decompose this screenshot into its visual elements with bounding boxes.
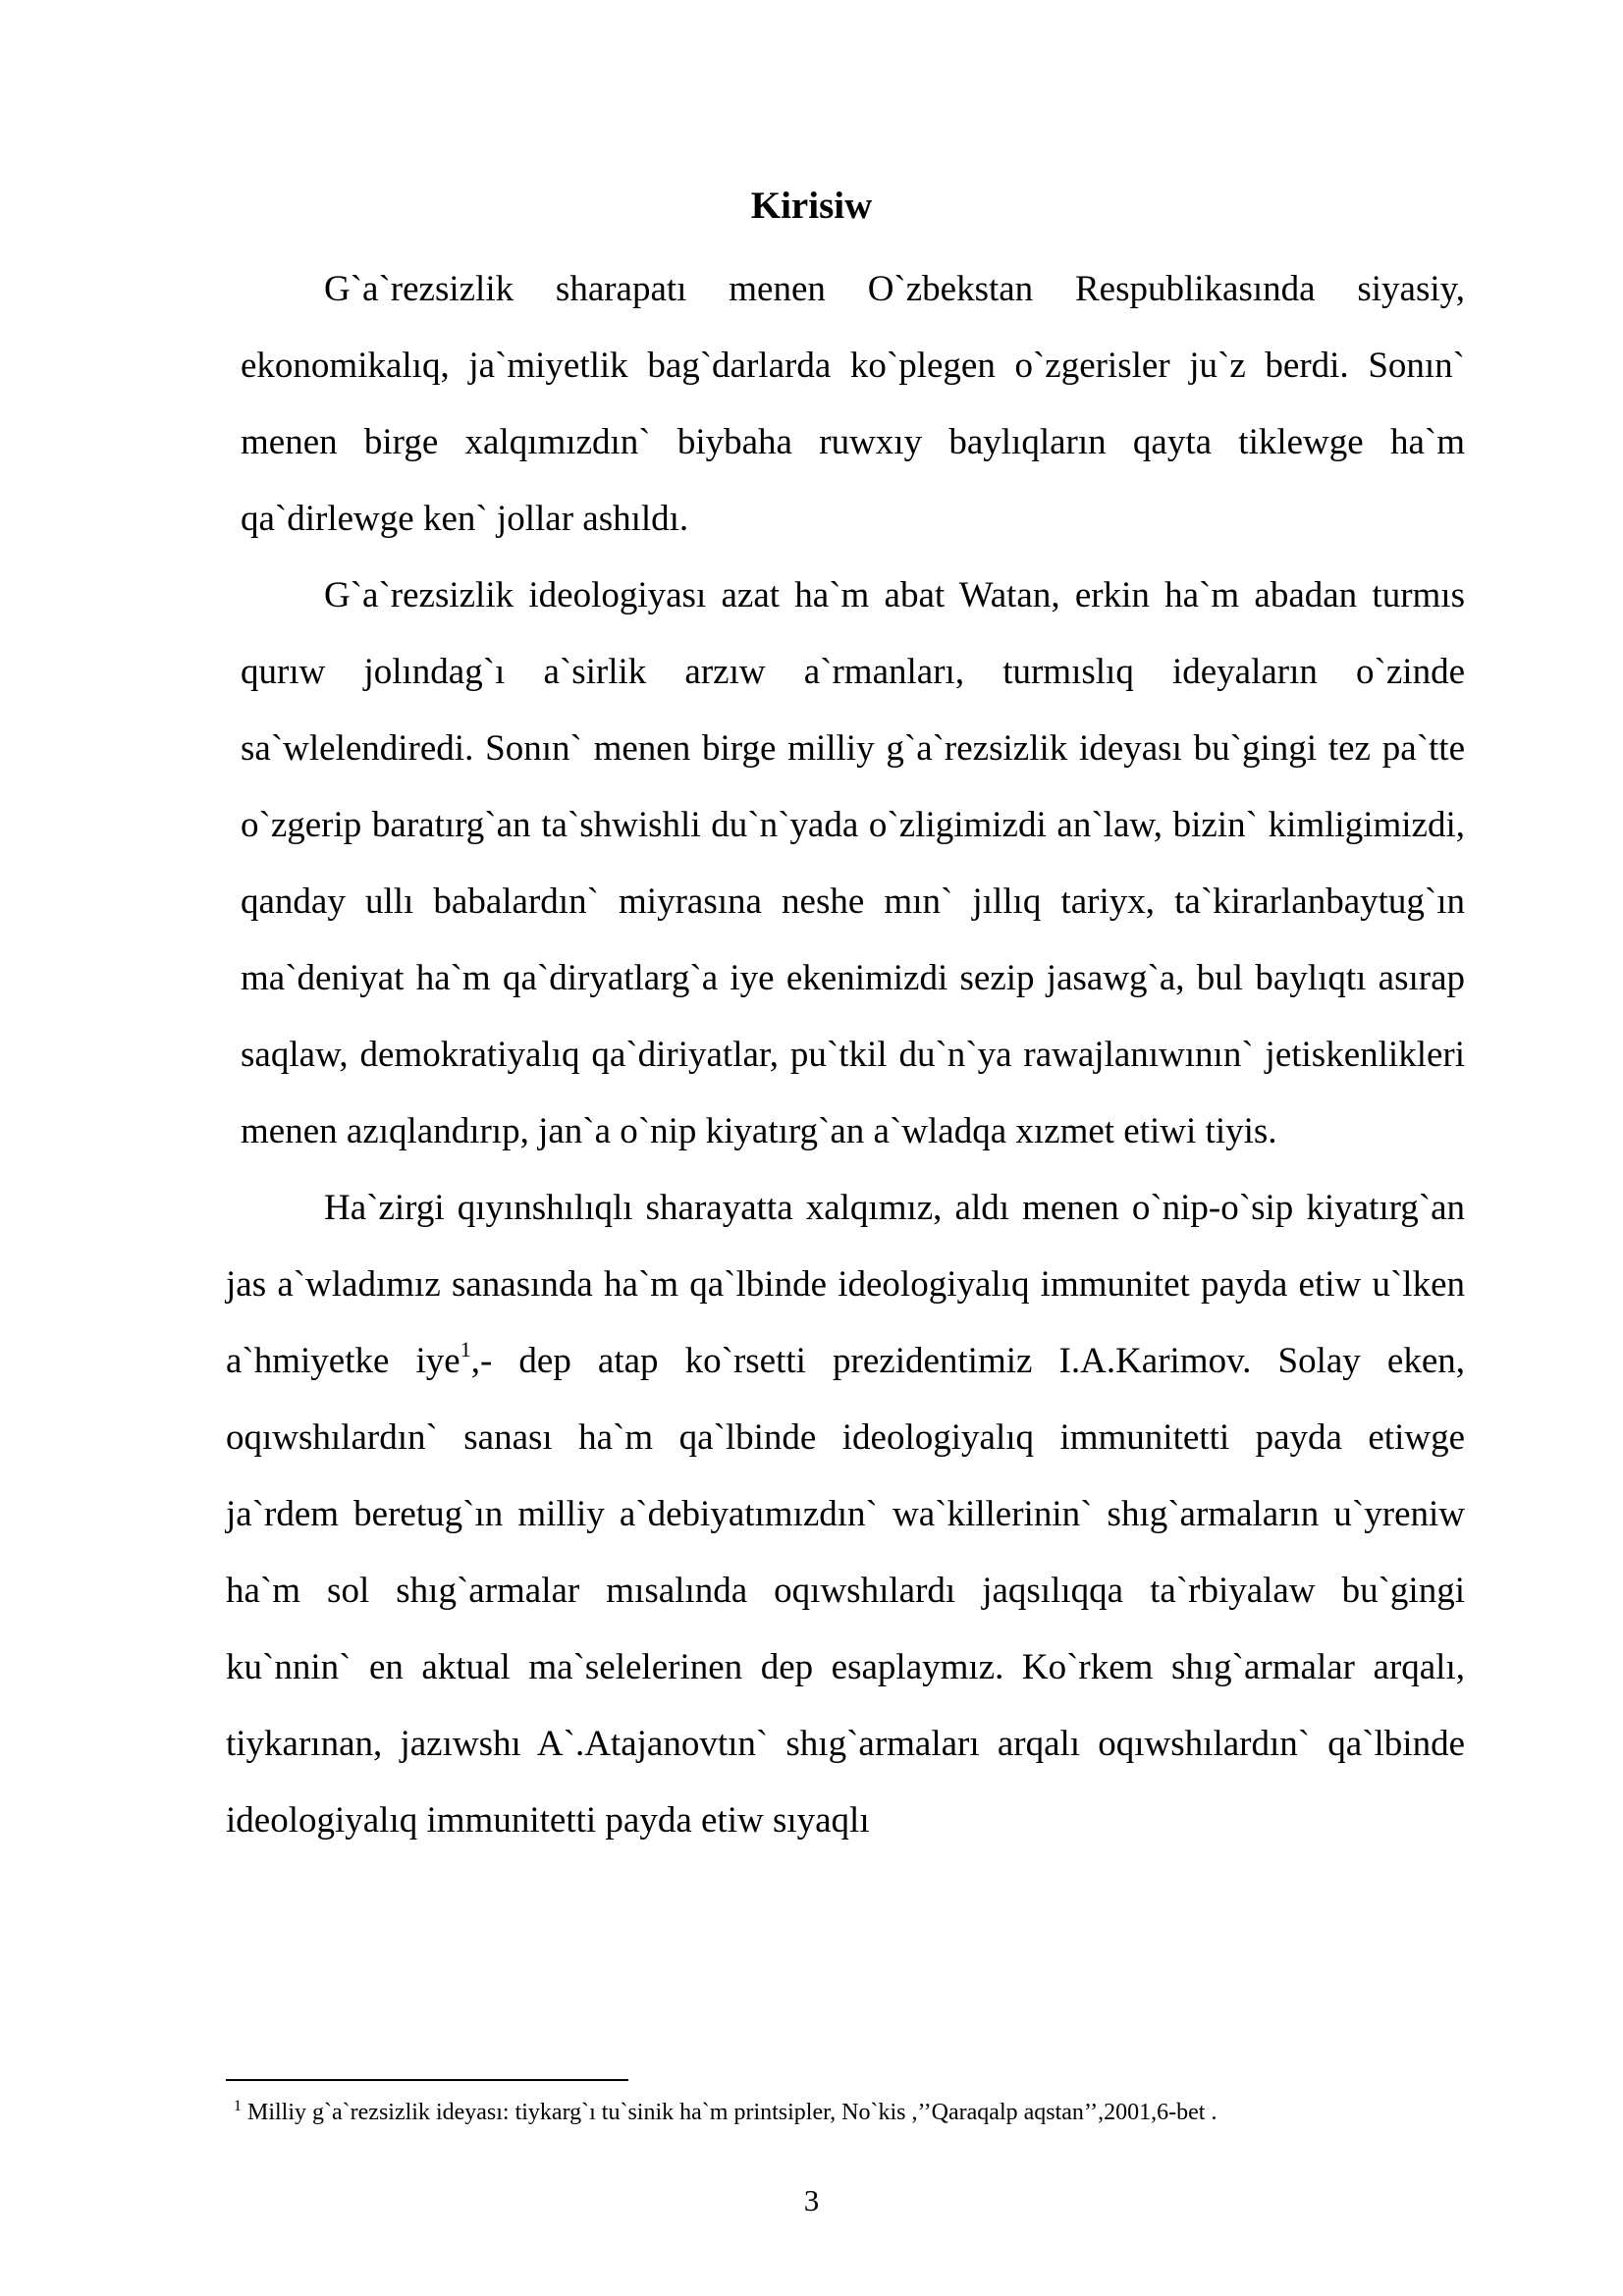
paragraph-3 <box>226 1170 1465 1859</box>
footnote-separator <box>226 2079 628 2081</box>
page-title: Kirisiw <box>750 185 873 227</box>
footnote-marker: 1 <box>234 2098 242 2114</box>
paragraph-3-text-start: Ha`zirgi qıyınshılıqlı sharayatta xalqımız, aldı menen o`nip-o`sip kiyatırg`an jas a`wladımız sanasında ha`m qa`lbinde ideologiyalıq immunitet payda etiw u`lken a`hmiyetke iye <box>226 1188 1465 1381</box>
paragraph-1: G`a`rezsizlik sharapatı menen O`zbekstan Respublikasında siyasiy, ekonomikalıq, ja`miyetlik bag`darlarda ko`plegen o`zgerisler ju`z berdi. Sonın` menen birge xalqımızdın` biybaha ruwxıy baylıqların qayta tiklewge ha`m qa`dirlewge ken` jollar ashıldı. <box>241 269 1465 539</box>
paragraph-3-text-end: ,- dep atap ko`rsetti prezidentimiz I.A.Karimov. Solay eken, oqıwshılardın` sanası ha`m qa`lbinde ideologiyalıq immunitetti payda etiwge ja`rdem beretug`ın milliy a`debiyatımızdın` wa`killerinin` shıg`armaların u`yreniw ha`m sol shıg`armalar mısalında oqıwshılardı jaqsılıqqa ta`rbiyalaw bu`gingi ku`nnin` en aktual ma`selelerinen dep esaplaymız. Ko`rkem shıg`armalar arqalı, tiykarınan, jazıwshı A`.Atajanovtın` shıg`armaları arqalı oqıwshılardın` qa`lbinde ideologiyalıq immunitetti payda etiw sıyaqlı <box>226 1341 1465 1841</box>
footnote-text: Milliy g`a`rezsizlik ideyası: tiykarg`ı tu`sinik ha`m printsipler, No`kis ,’’Qaraqalp aqstan’’,2001,6-bet . <box>247 2100 1217 2125</box>
footnote <box>234 2097 1461 2128</box>
footnote-reference[interactable]: 1 <box>460 1337 471 1362</box>
paragraph-2: G`a`rezsizlik ideologiyası azat ha`m abat Watan, erkin ha`m abadan turmıs qurıw jolındag`ı a`sirlik arzıw a`rmanları, turmıslıq ideyaların o`zinde sa`wlelendiredi. Sonın` menen birge milliy g`a`rezsizlik ideyası bu`gingi tez pa`tte o`zgerip baratırg`an ta`shwishli du`n`yada o`zligimizdi an`law, bizin` kimligimizdi, qanday ullı babalardın` miyrasına neshe mın` jıllıq tariyx, ta`kirarlanbaytug`ın ma`deniyat ha`m qa`diryatlarg`a iye ekenimizdi sezip jasawg`a, bul baylıqtı asırap saqlaw, demokratiyalıq qa`diriyatlar, pu`tkil du`n`ya rawajlanıwının` jetiskenlikleri menen azıqlandırıp, jan`a o`nip kiyatırg`an a`wladqa xızmet etiwi tiyis. <box>241 575 1465 1151</box>
body-text <box>226 251 1465 1859</box>
page-number: 3 <box>803 2183 820 2217</box>
